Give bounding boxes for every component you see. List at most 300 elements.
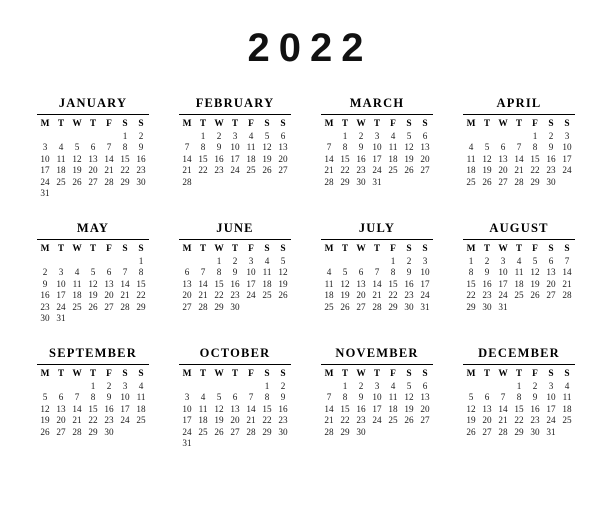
day-cell[interactable]: 18 [136, 403, 146, 414]
day-cell[interactable]: 22 [466, 290, 476, 301]
day-cell[interactable]: 11 [388, 392, 398, 403]
day-cell[interactable]: 14 [246, 403, 256, 414]
day-cell[interactable]: 18 [246, 153, 256, 164]
day-cell[interactable]: 10 [120, 392, 130, 403]
day-cell[interactable]: 18 [198, 415, 208, 426]
day-cell[interactable]: 14 [562, 267, 572, 278]
day-cell[interactable]: 27 [482, 426, 492, 437]
day-cell[interactable]: 8 [90, 392, 96, 403]
day-cell[interactable]: 9 [532, 392, 538, 403]
day-cell[interactable]: 7 [184, 142, 190, 153]
day-cell[interactable]: 23 [546, 165, 556, 176]
day-cell[interactable]: 10 [56, 278, 66, 289]
day-cell[interactable]: 25 [324, 301, 334, 312]
day-cell[interactable]: 5 [90, 267, 96, 278]
day-cell[interactable]: 23 [482, 290, 492, 301]
day-cell[interactable]: 7 [326, 142, 332, 153]
day-cell[interactable]: 19 [88, 290, 98, 301]
day-cell[interactable]: 2 [106, 380, 112, 391]
day-cell[interactable]: 21 [104, 165, 114, 176]
day-cell[interactable]: 24 [372, 415, 382, 426]
day-cell[interactable]: 17 [372, 153, 382, 164]
day-cell[interactable]: 2 [548, 130, 554, 141]
day-cell[interactable]: 29 [88, 426, 98, 437]
day-cell[interactable]: 16 [356, 153, 366, 164]
day-cell[interactable]: 26 [482, 176, 492, 187]
day-cell[interactable]: 4 [264, 255, 270, 266]
day-cell[interactable]: 13 [182, 278, 192, 289]
day-cell[interactable]: 10 [546, 392, 556, 403]
day-cell[interactable]: 23 [356, 415, 366, 426]
day-cell[interactable]: 6 [484, 392, 490, 403]
day-cell[interactable]: 12 [466, 403, 476, 414]
day-cell[interactable]: 15 [530, 153, 540, 164]
day-cell[interactable]: 14 [104, 153, 114, 164]
day-cell[interactable]: 27 [230, 426, 240, 437]
day-cell[interactable]: 13 [356, 278, 366, 289]
day-cell[interactable]: 6 [106, 267, 112, 278]
day-cell[interactable]: 5 [216, 392, 222, 403]
day-cell[interactable]: 6 [280, 130, 286, 141]
day-cell[interactable]: 10 [420, 267, 430, 278]
day-cell[interactable]: 11 [72, 278, 82, 289]
day-cell[interactable]: 13 [546, 267, 556, 278]
day-cell[interactable]: 6 [422, 380, 428, 391]
day-cell[interactable]: 7 [516, 142, 522, 153]
day-cell[interactable]: 16 [530, 403, 540, 414]
day-cell[interactable]: 10 [372, 142, 382, 153]
day-cell[interactable]: 11 [324, 278, 334, 289]
day-cell[interactable]: 30 [356, 176, 366, 187]
day-cell[interactable]: 27 [56, 426, 66, 437]
day-cell[interactable]: 29 [530, 176, 540, 187]
day-cell[interactable]: 31 [56, 313, 66, 324]
day-cell[interactable]: 16 [278, 403, 288, 414]
day-cell[interactable]: 1 [90, 380, 96, 391]
day-cell[interactable]: 8 [342, 142, 348, 153]
day-cell[interactable]: 19 [262, 153, 272, 164]
day-cell[interactable]: 30 [40, 313, 50, 324]
day-cell[interactable]: 26 [262, 165, 272, 176]
day-cell[interactable]: 13 [498, 153, 508, 164]
day-cell[interactable]: 5 [406, 380, 412, 391]
day-cell[interactable]: 8 [264, 392, 270, 403]
day-cell[interactable]: 14 [324, 403, 334, 414]
day-cell[interactable]: 5 [406, 130, 412, 141]
day-cell[interactable]: 3 [122, 380, 128, 391]
day-cell[interactable]: 31 [498, 301, 508, 312]
day-cell[interactable]: 8 [342, 392, 348, 403]
day-cell[interactable]: 2 [532, 380, 538, 391]
day-cell[interactable]: 30 [530, 426, 540, 437]
day-cell[interactable]: 24 [40, 176, 50, 187]
day-cell[interactable]: 1 [342, 130, 348, 141]
day-cell[interactable]: 21 [324, 415, 334, 426]
day-cell[interactable]: 4 [138, 380, 144, 391]
day-cell[interactable]: 22 [198, 165, 208, 176]
day-cell[interactable]: 1 [532, 130, 538, 141]
day-cell[interactable]: 9 [406, 267, 412, 278]
day-cell[interactable]: 12 [40, 403, 50, 414]
day-cell[interactable]: 2 [216, 130, 222, 141]
day-cell[interactable]: 2 [138, 130, 144, 141]
day-cell[interactable]: 1 [138, 255, 144, 266]
day-cell[interactable]: 14 [514, 153, 524, 164]
day-cell[interactable]: 19 [404, 403, 414, 414]
day-cell[interactable]: 31 [420, 301, 430, 312]
day-cell[interactable]: 3 [232, 130, 238, 141]
day-cell[interactable]: 12 [72, 153, 82, 164]
day-cell[interactable]: 15 [388, 278, 398, 289]
day-cell[interactable]: 20 [420, 403, 430, 414]
day-cell[interactable]: 26 [466, 426, 476, 437]
day-cell[interactable]: 10 [182, 403, 192, 414]
day-cell[interactable]: 14 [324, 153, 334, 164]
day-cell[interactable]: 4 [468, 142, 474, 153]
day-cell[interactable]: 18 [562, 403, 572, 414]
day-cell[interactable]: 2 [484, 255, 490, 266]
day-cell[interactable]: 7 [74, 392, 80, 403]
day-cell[interactable]: 20 [56, 415, 66, 426]
day-cell[interactable]: 21 [72, 415, 82, 426]
day-cell[interactable]: 27 [356, 301, 366, 312]
day-cell[interactable]: 30 [278, 426, 288, 437]
day-cell[interactable]: 4 [516, 255, 522, 266]
day-cell[interactable]: 22 [340, 415, 350, 426]
day-cell[interactable]: 21 [498, 415, 508, 426]
day-cell[interactable]: 2 [406, 255, 412, 266]
day-cell[interactable]: 28 [120, 301, 130, 312]
day-cell[interactable]: 17 [246, 278, 256, 289]
day-cell[interactable]: 10 [40, 153, 50, 164]
day-cell[interactable]: 8 [516, 392, 522, 403]
day-cell[interactable]: 22 [262, 415, 272, 426]
day-cell[interactable]: 14 [182, 153, 192, 164]
day-cell[interactable]: 14 [198, 278, 208, 289]
day-cell[interactable]: 11 [262, 267, 272, 278]
day-cell[interactable]: 26 [404, 415, 414, 426]
day-cell[interactable]: 6 [232, 392, 238, 403]
day-cell[interactable]: 9 [548, 142, 554, 153]
day-cell[interactable]: 20 [182, 290, 192, 301]
day-cell[interactable]: 1 [390, 255, 396, 266]
day-cell[interactable]: 19 [404, 153, 414, 164]
day-cell[interactable]: 15 [136, 278, 146, 289]
day-cell[interactable]: 24 [546, 415, 556, 426]
day-cell[interactable]: 3 [374, 130, 380, 141]
day-cell[interactable]: 29 [120, 176, 130, 187]
day-cell[interactable]: 17 [546, 403, 556, 414]
day-cell[interactable]: 9 [358, 392, 364, 403]
day-cell[interactable]: 19 [40, 415, 50, 426]
day-cell[interactable]: 30 [230, 301, 240, 312]
day-cell[interactable]: 18 [388, 403, 398, 414]
day-cell[interactable]: 28 [182, 176, 192, 187]
day-cell[interactable]: 24 [372, 165, 382, 176]
day-cell[interactable]: 7 [248, 392, 254, 403]
day-cell[interactable]: 25 [198, 426, 208, 437]
day-cell[interactable]: 23 [136, 165, 146, 176]
day-cell[interactable]: 19 [214, 415, 224, 426]
day-cell[interactable]: 22 [530, 165, 540, 176]
day-cell[interactable]: 1 [216, 255, 222, 266]
day-cell[interactable]: 16 [214, 153, 224, 164]
day-cell[interactable]: 2 [280, 380, 286, 391]
day-cell[interactable]: 7 [326, 392, 332, 403]
day-cell[interactable]: 9 [484, 267, 490, 278]
day-cell[interactable]: 15 [88, 403, 98, 414]
day-cell[interactable]: 13 [88, 153, 98, 164]
day-cell[interactable]: 4 [200, 392, 206, 403]
day-cell[interactable]: 24 [56, 301, 66, 312]
day-cell[interactable]: 29 [262, 426, 272, 437]
day-cell[interactable]: 23 [278, 415, 288, 426]
day-cell[interactable]: 23 [104, 415, 114, 426]
day-cell[interactable]: 27 [278, 165, 288, 176]
day-cell[interactable]: 25 [388, 415, 398, 426]
day-cell[interactable]: 29 [214, 301, 224, 312]
day-cell[interactable]: 14 [72, 403, 82, 414]
day-cell[interactable]: 24 [420, 290, 430, 301]
day-cell[interactable]: 16 [404, 278, 414, 289]
day-cell[interactable]: 9 [106, 392, 112, 403]
day-cell[interactable]: 27 [420, 415, 430, 426]
day-cell[interactable]: 12 [404, 142, 414, 153]
day-cell[interactable]: 13 [104, 278, 114, 289]
day-cell[interactable]: 12 [262, 142, 272, 153]
day-cell[interactable]: 22 [214, 290, 224, 301]
day-cell[interactable]: 27 [546, 290, 556, 301]
day-cell[interactable]: 20 [420, 153, 430, 164]
day-cell[interactable]: 7 [564, 255, 570, 266]
day-cell[interactable]: 6 [58, 392, 64, 403]
day-cell[interactable]: 9 [216, 142, 222, 153]
day-cell[interactable]: 4 [248, 130, 254, 141]
day-cell[interactable]: 25 [562, 415, 572, 426]
day-cell[interactable]: 3 [58, 267, 64, 278]
day-cell[interactable]: 22 [514, 415, 524, 426]
day-cell[interactable]: 8 [138, 267, 144, 278]
day-cell[interactable]: 5 [42, 392, 48, 403]
day-cell[interactable]: 14 [498, 403, 508, 414]
day-cell[interactable]: 26 [88, 301, 98, 312]
day-cell[interactable]: 18 [388, 153, 398, 164]
day-cell[interactable]: 6 [184, 267, 190, 278]
day-cell[interactable]: 28 [246, 426, 256, 437]
day-cell[interactable]: 5 [468, 392, 474, 403]
day-cell[interactable]: 4 [390, 380, 396, 391]
day-cell[interactable]: 2 [232, 255, 238, 266]
day-cell[interactable]: 25 [388, 165, 398, 176]
day-cell[interactable]: 13 [482, 403, 492, 414]
day-cell[interactable]: 15 [214, 278, 224, 289]
day-cell[interactable]: 24 [182, 426, 192, 437]
day-cell[interactable]: 12 [214, 403, 224, 414]
day-cell[interactable]: 28 [498, 426, 508, 437]
day-cell[interactable]: 8 [216, 267, 222, 278]
day-cell[interactable]: 29 [340, 176, 350, 187]
day-cell[interactable]: 5 [342, 267, 348, 278]
day-cell[interactable]: 20 [104, 290, 114, 301]
day-cell[interactable]: 16 [136, 153, 146, 164]
day-cell[interactable]: 3 [564, 130, 570, 141]
day-cell[interactable]: 17 [182, 415, 192, 426]
day-cell[interactable]: 8 [390, 267, 396, 278]
day-cell[interactable]: 26 [404, 165, 414, 176]
day-cell[interactable]: 15 [340, 403, 350, 414]
day-cell[interactable]: 6 [90, 142, 96, 153]
day-cell[interactable]: 27 [498, 176, 508, 187]
day-cell[interactable]: 1 [468, 255, 474, 266]
day-cell[interactable]: 25 [246, 165, 256, 176]
day-cell[interactable]: 20 [546, 278, 556, 289]
day-cell[interactable]: 9 [358, 142, 364, 153]
day-cell[interactable]: 10 [230, 142, 240, 153]
day-cell[interactable]: 19 [72, 165, 82, 176]
day-cell[interactable]: 29 [514, 426, 524, 437]
day-cell[interactable]: 7 [374, 267, 380, 278]
day-cell[interactable]: 14 [120, 278, 130, 289]
day-cell[interactable]: 23 [404, 290, 414, 301]
day-cell[interactable]: 13 [230, 403, 240, 414]
day-cell[interactable]: 12 [340, 278, 350, 289]
day-cell[interactable]: 16 [482, 278, 492, 289]
day-cell[interactable]: 3 [374, 380, 380, 391]
day-cell[interactable]: 3 [42, 142, 48, 153]
day-cell[interactable]: 30 [482, 301, 492, 312]
day-cell[interactable]: 9 [138, 142, 144, 153]
day-cell[interactable]: 26 [72, 176, 82, 187]
day-cell[interactable]: 11 [246, 142, 256, 153]
day-cell[interactable]: 26 [40, 426, 50, 437]
day-cell[interactable]: 22 [388, 290, 398, 301]
day-cell[interactable]: 20 [356, 290, 366, 301]
day-cell[interactable]: 17 [498, 278, 508, 289]
day-cell[interactable]: 19 [466, 415, 476, 426]
day-cell[interactable]: 8 [200, 142, 206, 153]
day-cell[interactable]: 24 [562, 165, 572, 176]
day-cell[interactable]: 20 [498, 165, 508, 176]
day-cell[interactable]: 31 [546, 426, 556, 437]
day-cell[interactable]: 6 [422, 130, 428, 141]
day-cell[interactable]: 10 [562, 142, 572, 153]
day-cell[interactable]: 6 [548, 255, 554, 266]
day-cell[interactable]: 31 [40, 188, 50, 199]
day-cell[interactable]: 22 [340, 165, 350, 176]
day-cell[interactable]: 27 [420, 165, 430, 176]
day-cell[interactable]: 18 [324, 290, 334, 301]
day-cell[interactable]: 4 [74, 267, 80, 278]
day-cell[interactable]: 22 [120, 165, 130, 176]
day-cell[interactable]: 26 [340, 301, 350, 312]
day-cell[interactable]: 25 [514, 290, 524, 301]
day-cell[interactable]: 15 [514, 403, 524, 414]
day-cell[interactable]: 7 [106, 142, 112, 153]
day-cell[interactable]: 11 [466, 153, 476, 164]
day-cell[interactable]: 23 [40, 301, 50, 312]
day-cell[interactable]: 20 [88, 165, 98, 176]
day-cell[interactable]: 16 [104, 403, 114, 414]
day-cell[interactable]: 25 [466, 176, 476, 187]
day-cell[interactable]: 24 [246, 290, 256, 301]
day-cell[interactable]: 16 [40, 290, 50, 301]
day-cell[interactable]: 21 [372, 290, 382, 301]
day-cell[interactable]: 21 [182, 165, 192, 176]
day-cell[interactable]: 25 [72, 301, 82, 312]
day-cell[interactable]: 12 [278, 267, 288, 278]
day-cell[interactable]: 28 [198, 301, 208, 312]
day-cell[interactable]: 27 [88, 176, 98, 187]
day-cell[interactable]: 6 [500, 142, 506, 153]
day-cell[interactable]: 28 [324, 176, 334, 187]
day-cell[interactable]: 8 [532, 142, 538, 153]
day-cell[interactable]: 17 [372, 403, 382, 414]
day-cell[interactable]: 10 [246, 267, 256, 278]
day-cell[interactable]: 15 [198, 153, 208, 164]
day-cell[interactable]: 20 [230, 415, 240, 426]
day-cell[interactable]: 29 [466, 301, 476, 312]
day-cell[interactable]: 19 [530, 278, 540, 289]
day-cell[interactable]: 11 [562, 392, 572, 403]
day-cell[interactable]: 6 [358, 267, 364, 278]
day-cell[interactable]: 29 [136, 301, 146, 312]
day-cell[interactable]: 17 [120, 403, 130, 414]
day-cell[interactable]: 29 [388, 301, 398, 312]
day-cell[interactable]: 14 [372, 278, 382, 289]
day-cell[interactable]: 26 [278, 290, 288, 301]
day-cell[interactable]: 7 [500, 392, 506, 403]
day-cell[interactable]: 30 [356, 426, 366, 437]
day-cell[interactable]: 17 [562, 153, 572, 164]
day-cell[interactable]: 21 [324, 165, 334, 176]
day-cell[interactable]: 24 [498, 290, 508, 301]
day-cell[interactable]: 7 [200, 267, 206, 278]
day-cell[interactable]: 28 [372, 301, 382, 312]
day-cell[interactable]: 10 [372, 392, 382, 403]
day-cell[interactable]: 20 [278, 153, 288, 164]
day-cell[interactable]: 2 [358, 130, 364, 141]
day-cell[interactable]: 1 [516, 380, 522, 391]
day-cell[interactable]: 29 [340, 426, 350, 437]
day-cell[interactable]: 24 [230, 165, 240, 176]
day-cell[interactable]: 3 [248, 255, 254, 266]
day-cell[interactable]: 17 [40, 165, 50, 176]
day-cell[interactable]: 3 [422, 255, 428, 266]
day-cell[interactable]: 28 [104, 176, 114, 187]
day-cell[interactable]: 30 [404, 301, 414, 312]
day-cell[interactable]: 11 [136, 392, 146, 403]
day-cell[interactable]: 21 [120, 290, 130, 301]
day-cell[interactable]: 5 [532, 255, 538, 266]
day-cell[interactable]: 24 [120, 415, 130, 426]
day-cell[interactable]: 2 [42, 267, 48, 278]
day-cell[interactable]: 23 [530, 415, 540, 426]
day-cell[interactable]: 31 [372, 176, 382, 187]
day-cell[interactable]: 15 [120, 153, 130, 164]
day-cell[interactable]: 1 [342, 380, 348, 391]
day-cell[interactable]: 27 [104, 301, 114, 312]
day-cell[interactable]: 7 [122, 267, 128, 278]
day-cell[interactable]: 5 [484, 142, 490, 153]
day-cell[interactable]: 25 [56, 176, 66, 187]
day-cell[interactable]: 22 [136, 290, 146, 301]
day-cell[interactable]: 5 [74, 142, 80, 153]
day-cell[interactable]: 20 [482, 415, 492, 426]
day-cell[interactable]: 1 [122, 130, 128, 141]
day-cell[interactable]: 27 [182, 301, 192, 312]
day-cell[interactable]: 28 [72, 426, 82, 437]
day-cell[interactable]: 18 [262, 278, 272, 289]
